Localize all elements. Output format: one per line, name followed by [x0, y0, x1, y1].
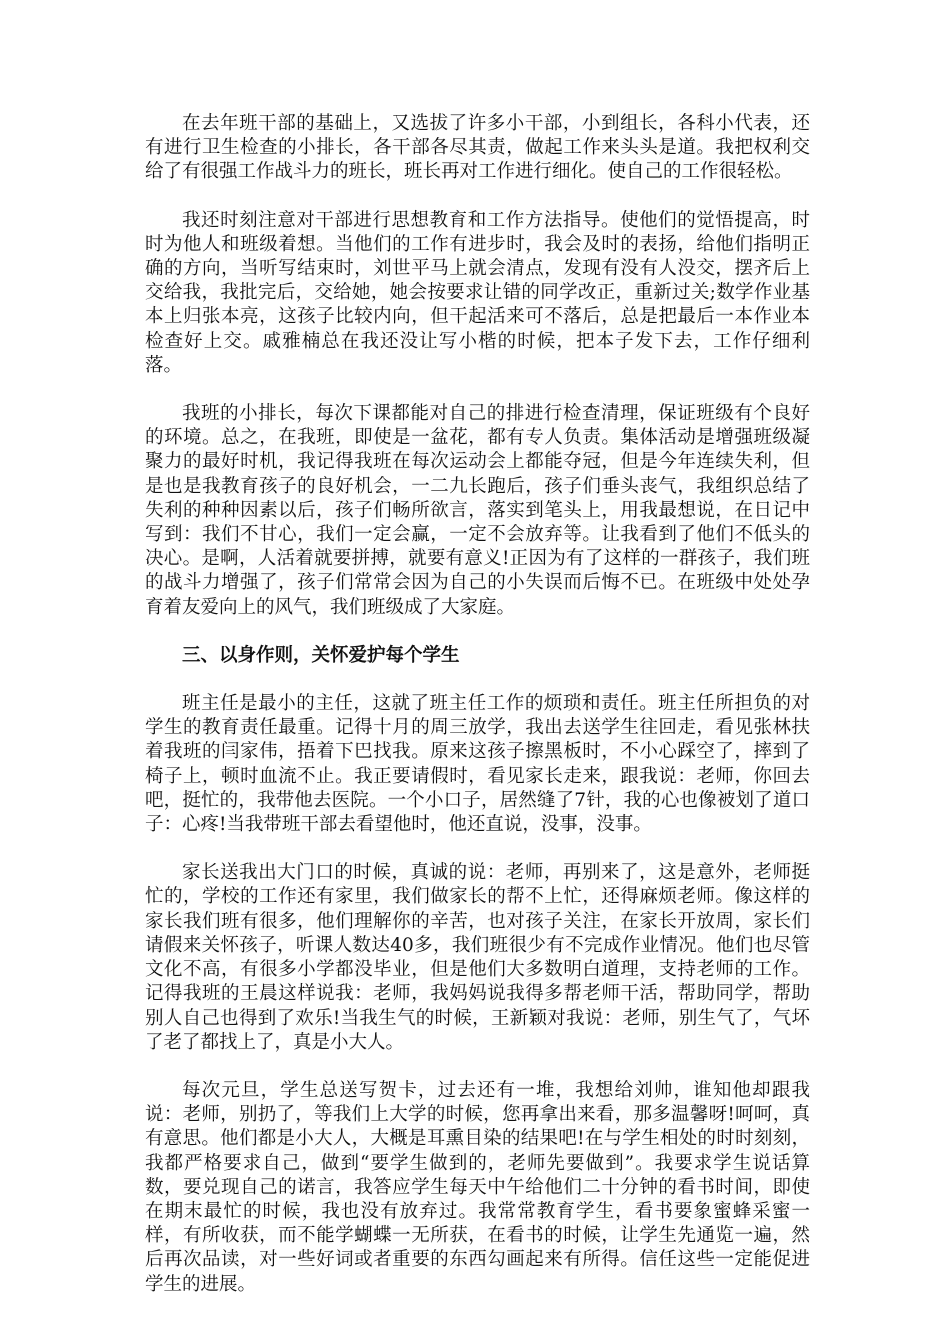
section-heading: 三、以身作则，关怀爱护每个学生	[182, 644, 460, 666]
document-body	[145, 112, 810, 1321]
paragraph: 班主任是最小的主任，这就了班主任工作的烦琐和责任。班主任所担负的对学生的教育责任最重。记得十月的周三放学，我出去送学生往回走，看见张林扶着我班的闫家伟，捂着下巴找我。原来这孩子擦黑板时，不小心踩空了，摔到了椅子上，顿时血流不止。我正要请假时，看见家长走来，跟我说：老师，你回去吧，挺忙的，我带他去医院。一个小口子，居然缝了7针，我的心也像被划了道口子：心疼!当我带班干部去看望他时，他还直说，没事，没事。	[145, 693, 810, 836]
paragraph: 家长送我出大门口的时候，真诚的说：老师，再别来了，这是意外，老师挺忙的，学校的工作还有家里，我们做家长的帮不上忙，还得麻烦老师。像这样的家长我们班有很多，他们理解你的辛苦，也对孩子关注，在家长开放周，家长们请假来关怀孩子，听课人数达40多，我们班很少有不完成作业情况。他们也尽管文化不高，有很多小学都没毕业，但是他们大多数明白道理，支持老师的工作。记得我班的王晨这样说我：老师，我妈妈说我得多帮老师干活，帮助同学，帮助别人自己也得到了欢乐!当我生气的时候，王新颖对我说：老师，别生气了，气坏了老了都找上了，真是小大人。	[145, 862, 810, 1053]
paragraph: 每次元旦，学生总送写贺卡，过去还有一堆，我想给刘帅，谁知他却跟我说：老师，别扔了，等我们上大学的时候，您再拿出来看，那多温馨呀!呵呵，真有意思。他们都是小大人，大概是耳熏目染的结果吧!在与学生相处的时时刻刻，我都严格要求自己，做到“要学生做到的，老师先要做到”。我要求学生说话算数，要兑现自己的诺言，我答应学生每天中午给他们二十分钟的看书时间，即使在期末最忙的时候，我也没有放弃过。我常常教育学生，看书要象蜜蜂采蜜一样，有所收获，而不能学蝴蝶一无所获，在看书的时候，让学生先通览一遍，然后再次品读，对一些好词或者重要的东西勾画起来有所得。信任这些一定能促进学生的进展。	[145, 1079, 810, 1295]
paragraph: 我还时刻注意对干部进行思想教育和工作方法指导。使他们的觉悟提高，时时为他人和班级着想。当他们的工作有进步时，我会及时的表扬，给他们指明正确的方向，当听写结束时，刘世平马上就会清点，发现有没有人没交，摆齐后上交给我，我批完后，交给她，她会按要求让错的同学改正，重新过关;数学作业基本上归张本亮，这孩子比较内向，但干起活来可不落后，总是把最后一本作业本检查好上交。戚雅楠总在我还没让写小楷的时候，把本子发下去，工作仔细利落。	[145, 209, 810, 376]
paragraph: 我班的小排长，每次下课都能对自己的排进行检查清理，保证班级有个良好的环境。总之，在我班，即使是一盆花，都有专人负责。集体活动是增强班级凝聚力的最好时机，我记得我班在每次运动会上都能夺冠，但是今年连续失利，但是也是我教育孩子的良好机会，一二九长跑后，孩子们垂头丧气，我组织总结了失利的种种因素以后，孩子们畅所欲言，落实到笔头上，用我最想说，在日记中写到：我们不甘心，我们一定会赢，一定不会放弃等。让我看到了他们不低头的决心。是啊，人活着就要拼搏，就要有意义!正因为有了这样的一群孩子，我们班的战斗力增强了，孩子们常常会因为自己的小失误而后悔不已。在班级中处处孕育着友爱向上的风气，我们班级成了大家庭。	[145, 403, 810, 618]
paragraph: 在去年班干部的基础上，又选拔了许多小干部，小到组长，各科小代表，还有进行卫生检查的小排长，各干部各尽其责，做起工作来头头是道。我把权利交给了有很强工作战斗力的班长，班长再对工作进行细化。使自己的工作很轻松。	[145, 113, 810, 183]
